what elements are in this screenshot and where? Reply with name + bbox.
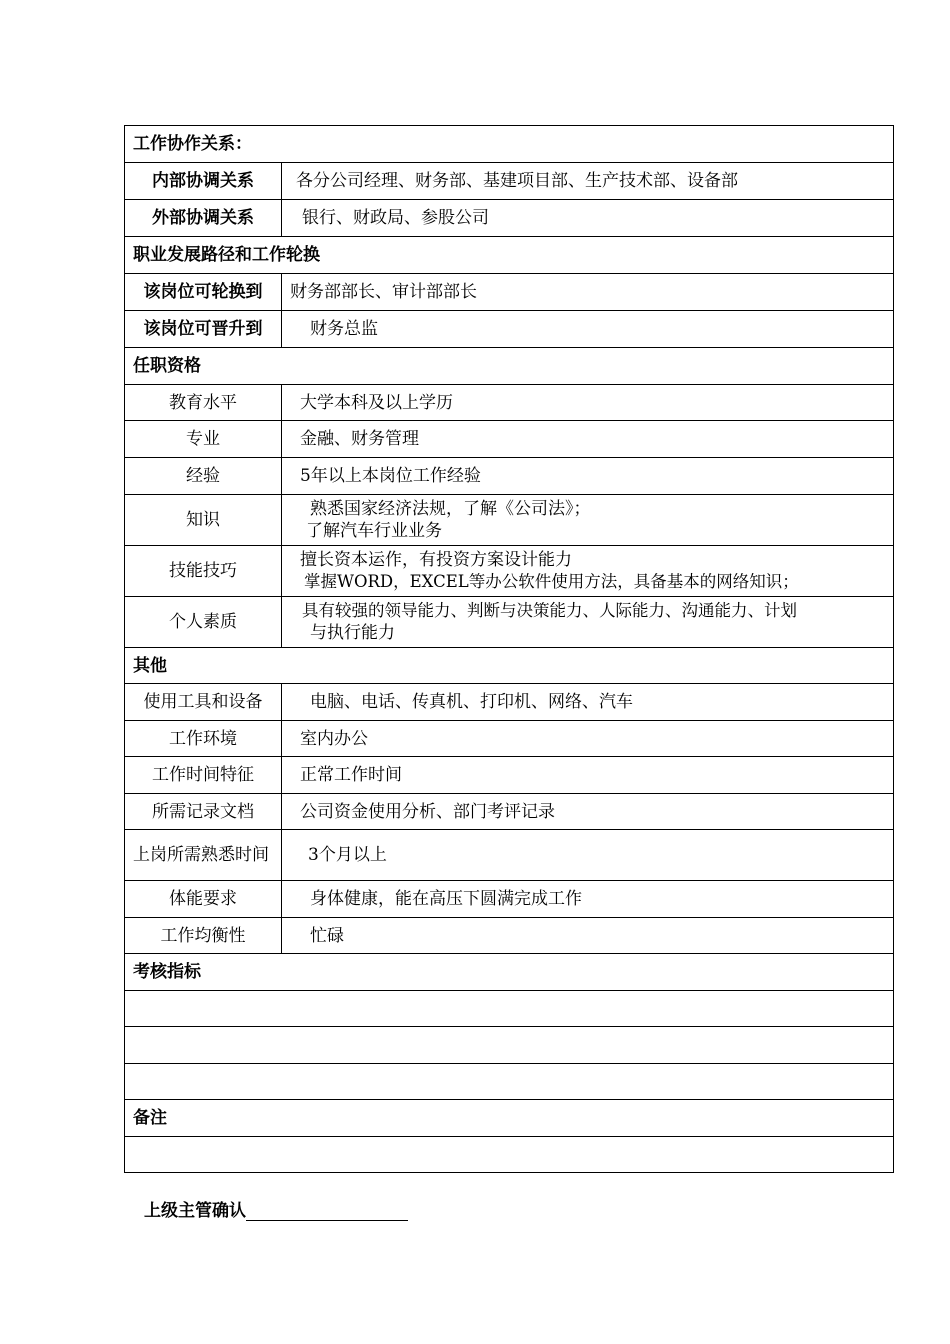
- experience-value: 5年以上本岗位工作经验: [282, 458, 894, 495]
- table-row: [125, 830, 894, 881]
- internal-coordination-value: 各分公司经理、财务部、基建项目部、生产技术部、设备部: [282, 163, 894, 200]
- section-other: 其他: [125, 648, 894, 684]
- knowledge-value: [282, 495, 894, 546]
- major-label: 专业: [125, 421, 282, 458]
- section-qualification: 任职资格: [125, 348, 894, 385]
- table-row: [125, 495, 894, 546]
- remarks-blank-row: [125, 1137, 894, 1173]
- section-assessment: 考核指标: [125, 954, 894, 991]
- balance-label: 工作均衡性: [125, 918, 282, 954]
- quality-line: 具有较强的领导能力、判断与决策能力、人际能力、沟通能力、计划: [302, 601, 797, 620]
- environment-value: 室内办公: [282, 721, 894, 757]
- experience-label: 经验: [125, 458, 282, 495]
- table-row: [125, 721, 894, 757]
- physical-label: 体能要求: [125, 881, 282, 918]
- environment-label: 工作环境: [125, 721, 282, 757]
- table-row: [125, 918, 894, 954]
- rotation-value: 财务部部长、审计部部长: [282, 274, 894, 311]
- skills-label: 技能技巧: [125, 546, 282, 597]
- assessment-blank-row: [125, 991, 894, 1027]
- table-row: [125, 163, 894, 200]
- internal-coordination-label: 内部协调关系: [125, 163, 282, 200]
- table-row: [125, 684, 894, 721]
- table-row: [125, 200, 894, 237]
- table-row: [125, 421, 894, 458]
- table-row: [125, 757, 894, 794]
- table-row: [125, 597, 894, 648]
- job-description-table: [124, 125, 894, 1173]
- table-row: [125, 794, 894, 830]
- education-value: 大学本科及以上学历: [282, 385, 894, 421]
- quality-line: 与执行能力: [310, 623, 395, 643]
- tools-value: 电脑、电话、传真机、打印机、网络、汽车: [282, 684, 894, 721]
- section-remarks: 备注: [125, 1100, 894, 1137]
- skills-value: [282, 546, 894, 597]
- table-row: [125, 881, 894, 918]
- table-row: [125, 458, 894, 495]
- table-row: [125, 385, 894, 421]
- documents-label: 所需记录文档: [125, 794, 282, 830]
- table-row: [125, 274, 894, 311]
- balance-value: 忙碌: [282, 918, 894, 954]
- external-coordination-label: 外部协调关系: [125, 200, 282, 237]
- external-coordination-value: 银行、财政局、参股公司: [282, 200, 894, 237]
- familiarization-label: 上岗所需熟悉时间: [125, 830, 282, 881]
- education-label: 教育水平: [125, 385, 282, 421]
- table-row: [125, 546, 894, 597]
- familiarization-value: 3个月以上: [282, 830, 894, 881]
- assessment-blank-row: [125, 1064, 894, 1100]
- supervisor-confirmation: [144, 1196, 408, 1221]
- assessment-blank-row: [125, 1027, 894, 1064]
- table-row: [125, 311, 894, 348]
- work-time-value: 正常工作时间: [282, 757, 894, 794]
- skills-line: 擅长资本运作，有投资方案设计能力: [300, 550, 572, 570]
- signature-line[interactable]: [246, 1202, 408, 1221]
- promotion-label: 该岗位可晋升到: [125, 311, 282, 348]
- work-time-label: 工作时间特征: [125, 757, 282, 794]
- quality-value: [282, 597, 894, 648]
- knowledge-line: 了解汽车行业业务: [306, 521, 442, 541]
- documents-value: 公司资金使用分析、部门考评记录: [282, 794, 894, 830]
- supervisor-confirmation-label: 上级主管确认: [144, 1201, 246, 1221]
- section-collaboration: 工作协作关系：: [125, 126, 894, 163]
- rotation-label: 该岗位可轮换到: [125, 274, 282, 311]
- major-value: 金融、财务管理: [282, 421, 894, 458]
- knowledge-label: 知识: [125, 495, 282, 546]
- promotion-value: 财务总监: [282, 311, 894, 348]
- physical-value: 身体健康，能在高压下圆满完成工作: [282, 881, 894, 918]
- quality-label: 个人素质: [125, 597, 282, 648]
- skills-line: 掌握WORD，EXCEL等办公软件使用方法，具备基本的网络知识；: [304, 572, 799, 591]
- knowledge-line: 熟悉国家经济法规，了解《公司法》；: [310, 499, 591, 519]
- tools-label: 使用工具和设备: [125, 684, 282, 721]
- section-career: 职业发展路径和工作轮换: [125, 237, 894, 274]
